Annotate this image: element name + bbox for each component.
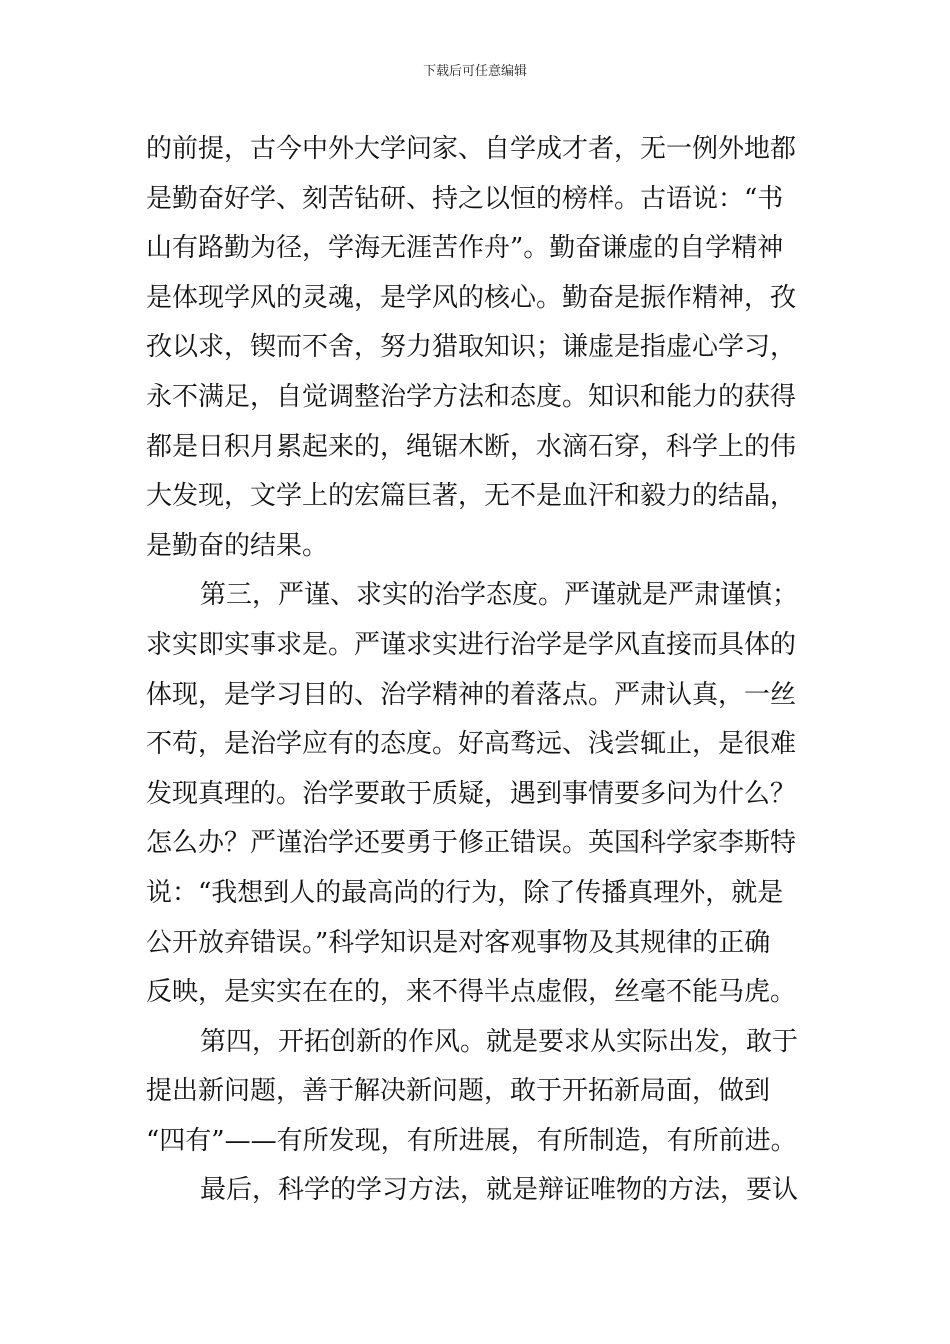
text-line: 永不满足，自觉调整治学方法和态度。知识和能力的获得 xyxy=(146,381,797,412)
page-header: 下载后可任意编辑 xyxy=(422,64,527,79)
text-line: 是勤奋好学、刻苦钻研、持之以恒的榜样。古语说：“书 xyxy=(146,183,784,214)
text-line: 不苟，是治学应有的态度。好高骛远、浅尝辄止，是很难 xyxy=(146,729,797,760)
text-line: 提出新问题，善于解决新问题，敢于开拓新局面，做到 xyxy=(146,1076,771,1107)
text-line: “四有”——有所发现，有所进展，有所制造，有所前进。 xyxy=(146,1125,797,1156)
text-line: 山有路勤为径，学海无涯苦作舟”。勤奋谦虚的自学精神 xyxy=(146,233,784,264)
text-line: 说：“我想到人的最高尚的行为，除了传播真理外，就是 xyxy=(146,877,784,908)
text-line: 都是日积月累起来的，绳锯木断，水滴石穿，科学上的伟 xyxy=(146,431,797,462)
text-line: 的前提，古今中外大学问家、自学成才者，无一例外地都 xyxy=(146,134,797,164)
document-body xyxy=(146,125,808,1216)
text-line: 是体现学风的灵魂，是学风的核心。勤奋是振作精神，孜 xyxy=(146,282,797,313)
paragraph-start-line: 最后，科学的学习方法，就是辩证唯物的方法，要认 xyxy=(200,1175,799,1206)
text-line: 发现真理的。治学要敢于质疑，遇到事情要多问为什么？ xyxy=(146,778,797,809)
text-line: 孜以求，锲而不舍，努力猎取知识；谦虚是指虚心学习， xyxy=(146,332,797,363)
text-line: 大发现，文学上的宏篇巨著，无不是血汗和毅力的结晶， xyxy=(146,481,797,512)
text-line: 是勤奋的结果。 xyxy=(146,530,329,561)
text-line: 公开放弃错误。”科学知识是对客观事物及其规律的正确 xyxy=(146,927,771,958)
paragraph-start-line: 第三，严谨、求实的治学态度。严谨就是严肃谨慎； xyxy=(200,580,799,611)
text-line: 求实即实事求是。严谨求实进行治学是学风直接而具体的 xyxy=(146,629,797,660)
paragraph-start-line: 第四，开拓创新的作风。就是要求从实际出发，敢于 xyxy=(200,1026,799,1057)
text-line: 怎么办？严谨治学还要勇于修正错误。英国科学家李斯特 xyxy=(146,828,797,859)
text-line: 体现，是学习目的、治学精神的着落点。严肃认真，一丝 xyxy=(146,679,797,710)
text-line: 反映，是实实在在的，来不得半点虚假，丝毫不能马虎。 xyxy=(146,977,797,1008)
